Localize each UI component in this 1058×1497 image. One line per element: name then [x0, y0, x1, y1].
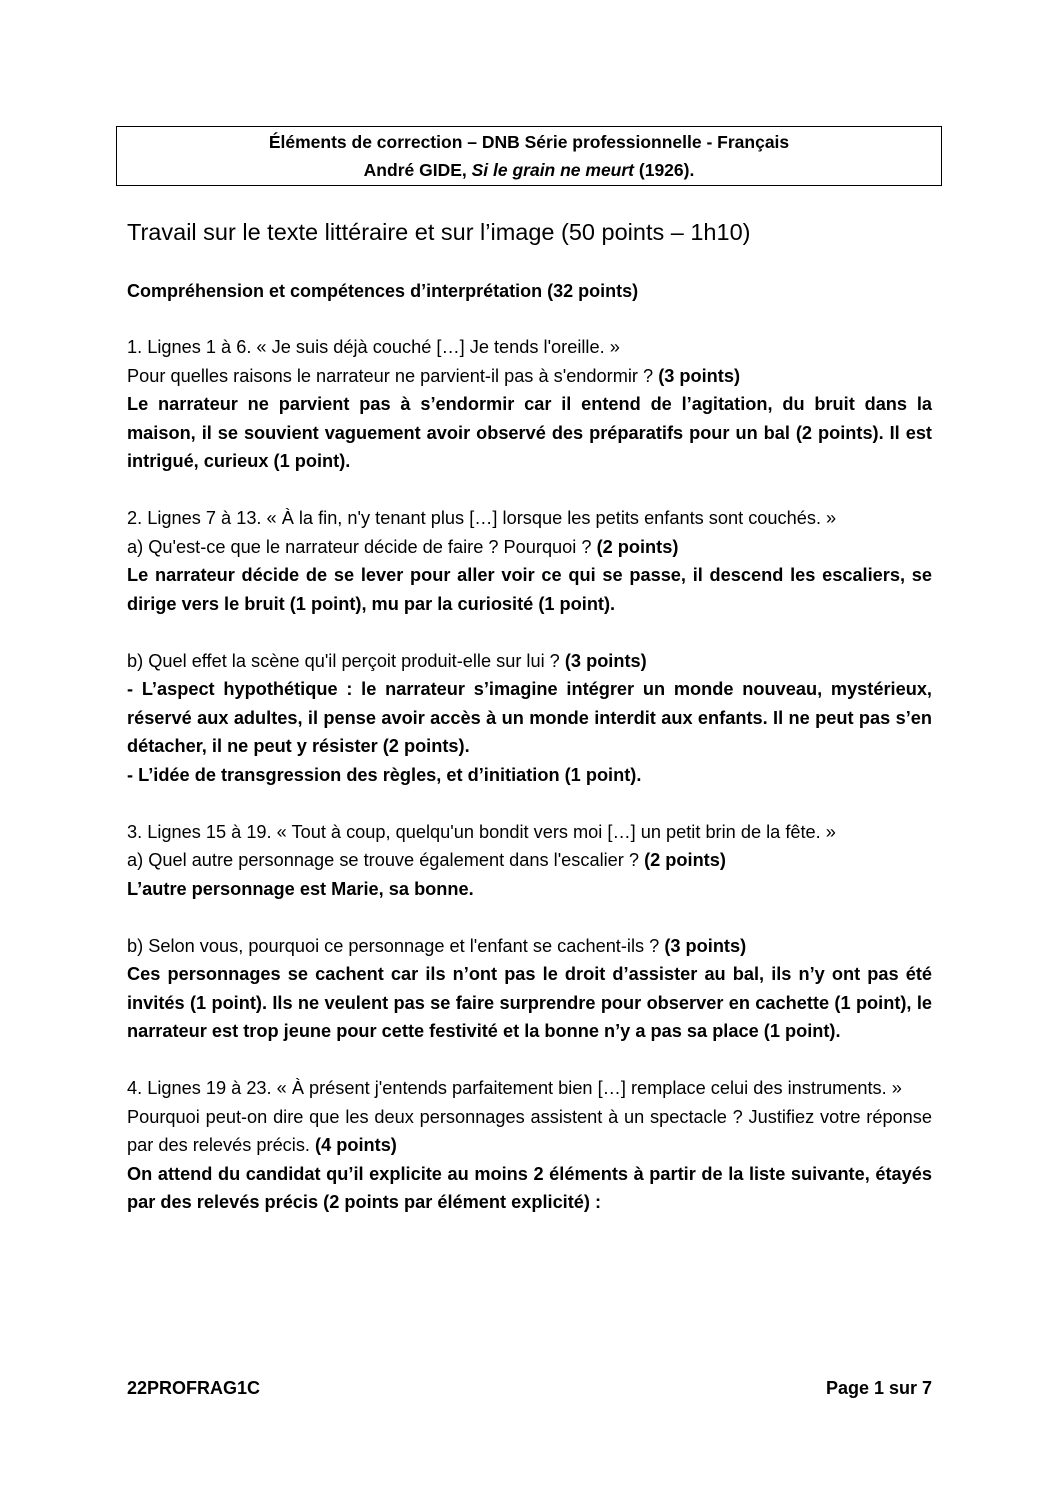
q2a-question-text: a) Qu'est-ce que le narrateur décide de faire ? Pourquoi ? — [127, 536, 597, 557]
q3a-question-text: a) Quel autre personnage se trouve également dans l'escalier ? — [127, 850, 645, 870]
q2b-question — [127, 647, 932, 676]
q4-answer: On attend du candidat qu’il explicite au moins 2 éléments à partir de la liste suivante, étayés par des relevés précis (2 points par élément explicité) : — [127, 1163, 932, 1212]
q2a-question — [127, 533, 932, 562]
q2a-points: (2 points) — [596, 536, 679, 557]
footer-subject-code: 22PROFRAG1C — [127, 1378, 261, 1398]
q3b-question — [127, 932, 932, 961]
q2-reference: 2. Lignes 7 à 13. « À la fin, n'y tenant plus […] lorsque les petits enfants sont couchés. » — [127, 508, 837, 528]
title-work: Si le grain ne meurt — [471, 160, 635, 180]
q3a-question — [127, 846, 932, 875]
title-line-1: Éléments de correction – DNB Série professionnelle - Français — [268, 132, 790, 152]
title-year: (1926). — [634, 160, 695, 180]
title-line-2 — [117, 156, 941, 184]
footer-page-number: Page 1 sur 7 — [825, 1378, 932, 1398]
main-heading: Travail sur le texte littéraire et sur l’image (50 points – 1h10) — [127, 219, 751, 245]
q1-reference: 1. Lignes 1 à 6. « Je suis déjà couché […] Je tends l'oreille. » — [127, 337, 620, 357]
q2b-question-text: b) Quel effet la scène qu'il perçoit produit-elle sur lui ? — [127, 650, 565, 671]
q2b-answer-2: - L’idée de transgression des règles, et d’initiation (1 point). — [127, 764, 642, 785]
q3b-question-text: b) Selon vous, pourquoi ce personnage et l'enfant se cachent-ils ? — [127, 935, 665, 956]
q4-question — [127, 1103, 932, 1160]
q3b-points: (3 points) — [664, 935, 747, 956]
q4-reference: 4. Lignes 19 à 23. « À présent j'entends parfaitement bien […] remplace celui des instruments. » — [127, 1078, 902, 1098]
q2a-answer: Le narrateur décide de se lever pour aller voir ce qui se passe, il descend les escaliers, se dirige vers le bruit (1 point), mu par la curiosité (1 point). — [127, 565, 932, 614]
q1-question-text: Pour quelles raisons le narrateur ne parvient-il pas à s'endormir ? — [127, 365, 659, 386]
section-heading: Compréhension et compétences d’interprétation (32 points) — [127, 281, 639, 301]
document-title-box — [116, 126, 942, 186]
q3b-answer: Ces personnages se cachent car ils n’ont pas le droit d’assister au bal, ils n’y ont pas été invités (1 point). Ils ne veulent pas se faire surprendre pour observer en cachette (1 point), le narrateur est trop jeune pour cette festivité et la bonne n’y a pas sa place (1 point). — [127, 964, 932, 1041]
q2b-points: (3 points) — [564, 650, 647, 671]
q4-question-text: Pourquoi peut-on dire que les deux personnages assistent à un spectacle ? Justifiez votre réponse par des relevés précis. — [127, 1106, 932, 1155]
title-author: André GIDE, — [363, 160, 472, 180]
q3a-answer: L’autre personnage est Marie, sa bonne. — [127, 878, 474, 899]
q1-answer: Le narrateur ne parvient pas à s’endormir car il entend de l’agitation, du bruit dans la maison, il se souvient vaguement avoir observé des préparatifs pour un bal (2 points). Il est intrigué, curieux (1 point). — [127, 394, 932, 471]
q1-question — [127, 362, 932, 391]
q3a-points: (2 points) — [644, 850, 726, 870]
question-content — [127, 333, 932, 1217]
q2b-answer-1: - L’aspect hypothétique : le narrateur s’imagine intégrer un monde nouveau, mystérieux, réservé aux adultes, il pense avoir accès à un monde interdit aux enfants. Il ne peut pas s’en détacher, il ne peut y résister (2 points). — [127, 679, 932, 756]
q3-reference: 3. Lignes 15 à 19. « Tout à coup, quelqu'un bondit vers moi […] un petit brin de la fête. » — [127, 821, 836, 842]
q4-points: (4 points) — [315, 1135, 397, 1155]
q1-points: (3 points) — [658, 365, 741, 386]
